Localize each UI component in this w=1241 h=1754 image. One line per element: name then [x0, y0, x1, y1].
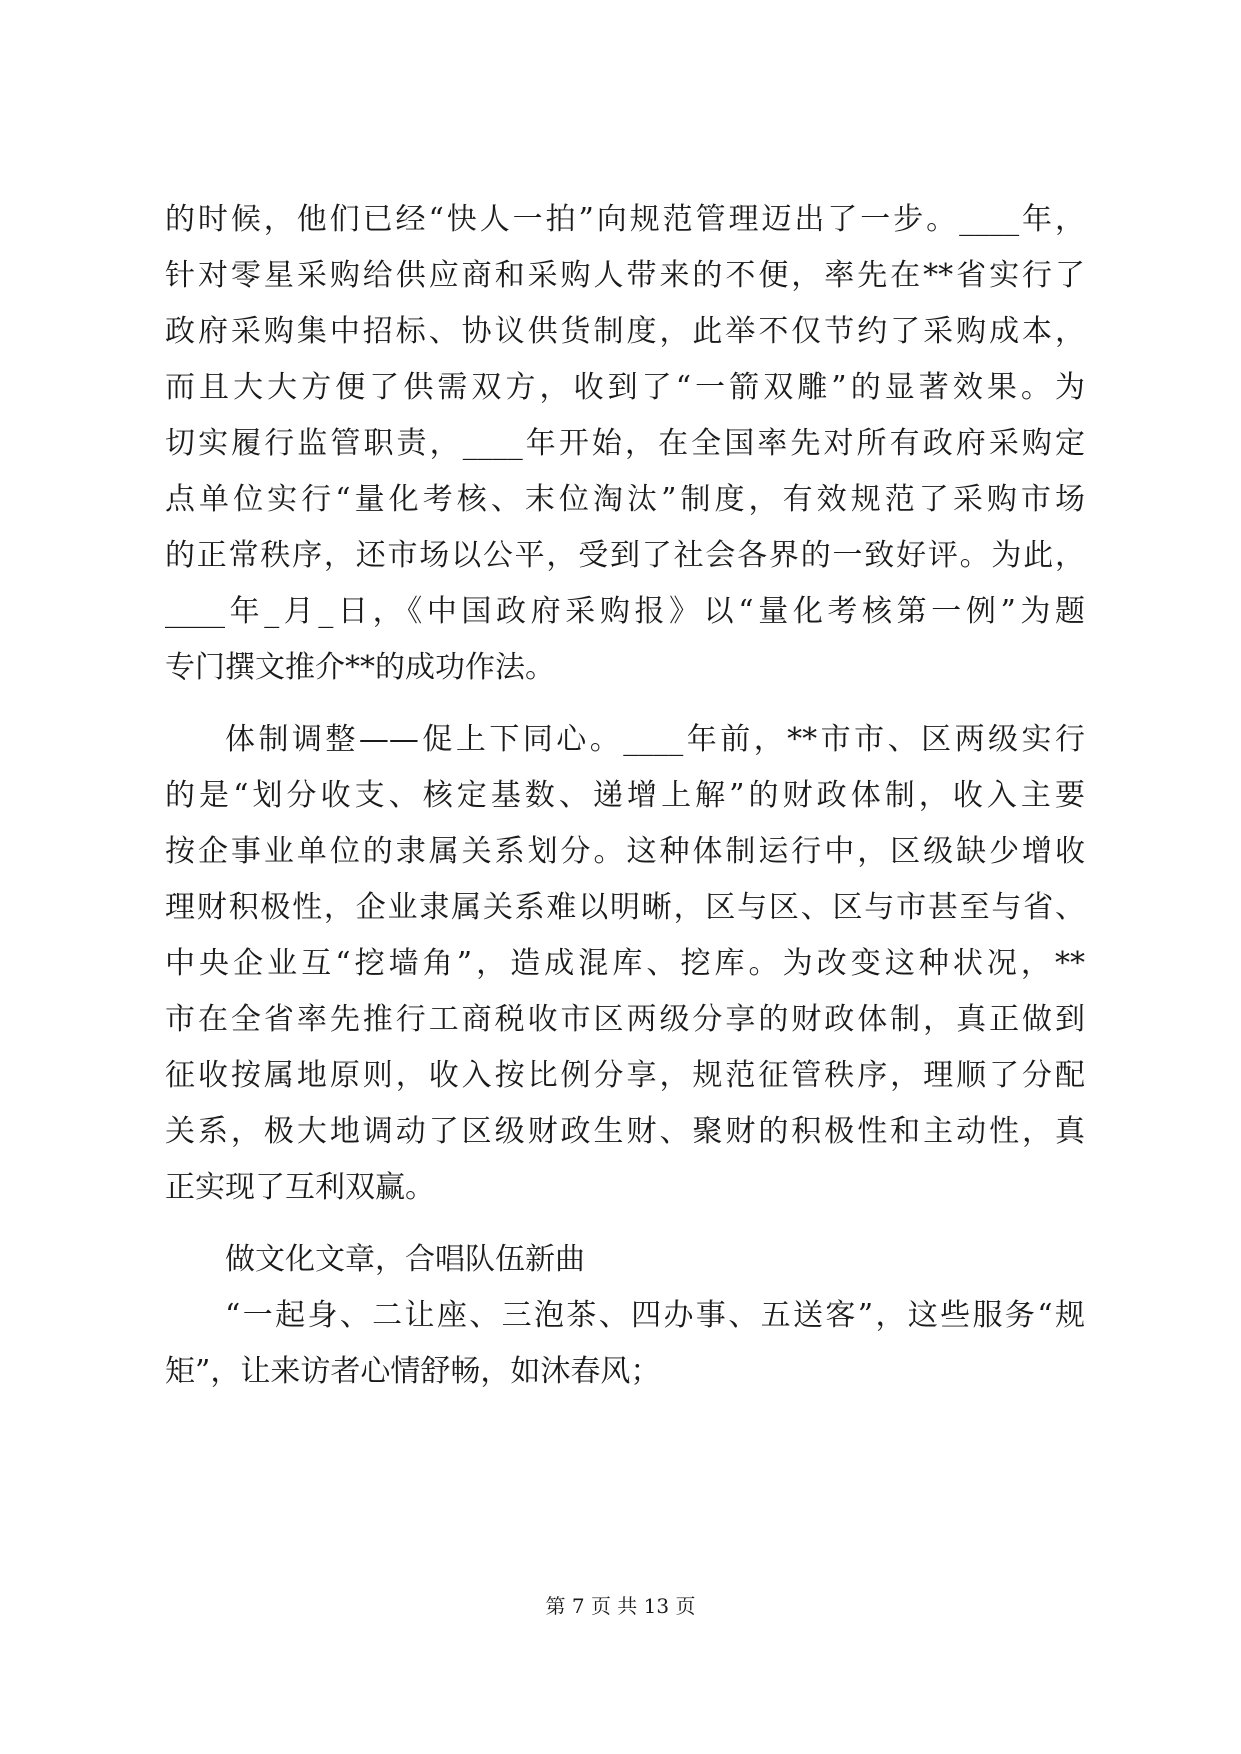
text-line: 做文化文章，合唱队伍新曲: [225, 1242, 585, 1277]
text-line: 点单位实行“量化考核、末位淘汰”制度，有效规范了采购市场: [165, 482, 1085, 517]
text-line: “一起身、二让座、三泡茶、四办事、五送客”，这些服务“规: [225, 1298, 1085, 1333]
text-line: 而且大大方便了供需双方，收到了“一箭双雕”的显著效果。为: [165, 370, 1085, 405]
page-footer: 第 7 页 共 13 页: [545, 1594, 696, 1618]
text-line: 征收按属地原则，收入按比例分享，规范征管秩序，理顺了分配: [165, 1058, 1085, 1093]
text-line: 针对零星采购给供应商和采购人带来的不便，率先在**省实行了: [165, 258, 1085, 293]
text-line: 政府采购集中招标、协议供货制度，此举不仅节约了采购成本，: [165, 314, 1085, 349]
text-line: 的时候，他们已经“快人一拍”向规范管理迈出了一步。____年，: [165, 202, 1085, 237]
text-line: 市在全省率先推行工商税收市区两级分享的财政体制，真正做到: [165, 1002, 1085, 1037]
text-line: 按企事业单位的隶属关系划分。这种体制运行中，区级缺少增收: [165, 834, 1085, 869]
text-line: 专门撰文推介**的成功作法。: [165, 650, 555, 685]
text-line: 的正常秩序，还市场以公平，受到了社会各界的一致好评。为此，: [165, 538, 1085, 573]
text-line: 正实现了互利双赢。: [165, 1170, 435, 1205]
text-line: 体制调整——促上下同心。____年前，**市市、区两级实行: [225, 722, 1085, 757]
text-line: 的是“划分收支、核定基数、递增上解”的财政体制，收入主要: [165, 778, 1085, 813]
text-line: 切实履行监管职责，____年开始，在全国率先对所有政府采购定: [165, 426, 1085, 461]
text-line: ____年_月_日，《中国政府采购报》以“量化考核第一例”为题: [165, 594, 1085, 629]
text-line: 中央企业互“挖墙角”，造成混库、挖库。为改变这种状况，**: [165, 946, 1085, 981]
text-line: 关系，极大地调动了区级财政生财、聚财的积极性和主动性，真: [165, 1114, 1085, 1149]
text-line: 矩”，让来访者心情舒畅，如沐春风；: [165, 1354, 661, 1389]
text-line: 理财积极性，企业隶属关系难以明晰，区与区、区与市甚至与省、: [165, 890, 1085, 925]
